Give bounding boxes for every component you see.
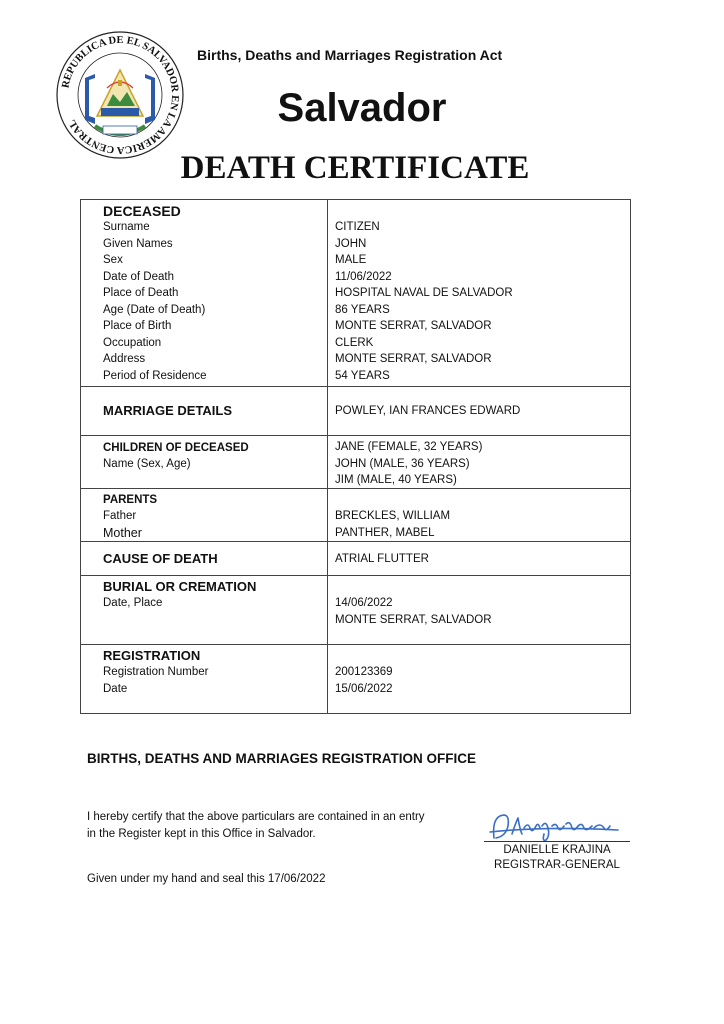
registrar-name: DANIELLE KRAJINA (503, 844, 611, 856)
burial-date: 14/06/2022 (335, 597, 393, 609)
value-place-of-death: HOSPITAL NAVAL DE SALVADOR (335, 287, 513, 299)
label-period-of-residence: Period of Residence (103, 369, 207, 382)
cause-section (81, 541, 630, 576)
label-place-of-death: Place of Death (103, 287, 179, 299)
cause-heading: CAUSE OF DEATH (103, 551, 218, 566)
value-registration-number: 200123369 (335, 666, 393, 678)
child-2: JOHN (MALE, 36 YEARS) (335, 457, 470, 470)
act-heading: Births, Deaths and Marriages Registration Act (197, 47, 503, 63)
label-place-of-birth: Place of Birth (103, 320, 172, 332)
child-1: JANE (FEMALE, 32 YEARS) (335, 441, 483, 453)
marriage-section (81, 386, 630, 436)
registration-office-heading: BIRTHS, DEATHS AND MARRIAGES REGISTRATION OFFICE (87, 751, 477, 766)
label-surname: Surname (103, 221, 150, 233)
registration-section (81, 644, 630, 715)
value-father: BRECKLES, WILLIAM (335, 510, 451, 522)
marriage-value: POWLEY, IAN FRANCES EDWARD (335, 405, 521, 417)
signature-line (484, 841, 630, 842)
children-section (81, 435, 630, 489)
value-sex: MALE (335, 254, 367, 266)
value-mother: PANTHER, MABEL (335, 526, 435, 539)
value-given-names: JOHN (335, 237, 367, 250)
given-under-hand: Given under my hand and seal this 17/06/2022 (87, 873, 326, 885)
burial-place: MONTE SERRAT, SALVADOR (335, 613, 492, 626)
deceased-heading: DECEASED (103, 203, 181, 219)
country-name: Salvador (277, 86, 447, 130)
registrar-signature (486, 808, 626, 844)
children-label: Name (Sex, Age) (103, 458, 191, 470)
value-address: MONTE SERRAT, SALVADOR (335, 353, 492, 365)
burial-section (81, 575, 630, 645)
child-3: JIM (MALE, 40 YEARS) (335, 474, 457, 486)
label-age: Age (Date of Death) (103, 303, 206, 316)
label-mother: Mother (103, 525, 142, 540)
label-sex: Sex (103, 254, 123, 266)
certificate-title: DEATH CERTIFICATE (180, 150, 530, 186)
burial-heading: BURIAL OR CREMATION (103, 579, 257, 594)
value-place-of-birth: MONTE SERRAT, SALVADOR (335, 320, 492, 332)
registrar-title: REGISTRAR-GENERAL (494, 859, 620, 871)
certification-statement: I hereby certify that the above particulars are contained in an entry in the Register kept in this Office in Salvador. (87, 811, 425, 840)
value-surname: CITIZEN (335, 221, 380, 233)
label-date-of-death: Date of Death (103, 270, 174, 283)
label-address: Address (103, 353, 146, 365)
label-registration-date: Date (103, 682, 128, 695)
registrar-block (484, 843, 630, 873)
label-given-names: Given Names (103, 237, 173, 250)
value-period-of-residence: 54 YEARS (335, 369, 390, 382)
children-heading: CHILDREN OF DECEASED (103, 442, 249, 454)
cause-value: ATRIAL FLUTTER (335, 553, 429, 565)
registration-heading: REGISTRATION (103, 648, 201, 663)
label-father: Father (103, 510, 137, 522)
value-age: 86 YEARS (335, 303, 390, 316)
value-date-of-death: 11/06/2022 (335, 270, 392, 283)
seal-ring-text: REPUBLICA DE EL SALVADOR EN LA AMERICA CENTRAL (60, 34, 181, 156)
value-occupation: CLERK (335, 336, 374, 349)
label-registration-number: Registration Number (103, 666, 209, 678)
label-occupation: Occupation (103, 336, 162, 349)
parents-section (81, 488, 630, 542)
burial-label: Date, Place (103, 597, 163, 609)
certificate-table (80, 199, 631, 714)
marriage-heading: MARRIAGE DETAILS (103, 403, 233, 418)
deceased-section (81, 200, 630, 386)
value-registration-date: 15/06/2022 (335, 682, 393, 695)
parents-heading: PARENTS (103, 494, 158, 506)
